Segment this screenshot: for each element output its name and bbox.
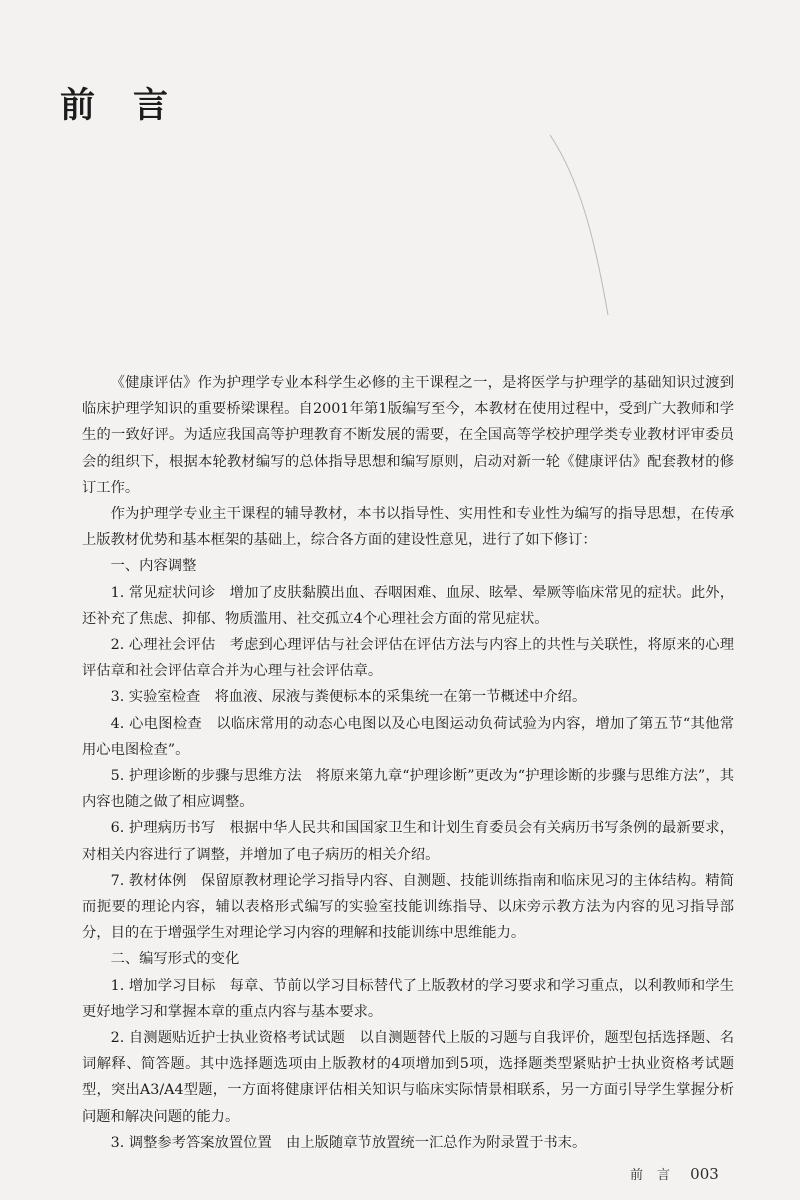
- item-text: 每章、节前以学习目标替代了上版教材的学习要求和学习重点，以利教师和学生更好地学习和掌握本章的重点内容与基本要求。: [82, 977, 734, 1020]
- item-term: 5. 护理诊断的步骤与思维方法: [110, 768, 302, 785]
- item-text: 考虑到心理评估与社会评估在评估方法与内容上的共性与关联性，将原来的心理评估章和社会评估章合并为心理与社会评估章。: [82, 637, 734, 680]
- item-text: 增加了皮肤黏膜出血、吞咽困难、血尿、眩晕、晕厥等临床常见的症状。此外，还补充了焦虑、抑郁、物质滥用、社交孤立4个心理社会方面的常见症状。: [82, 584, 734, 627]
- list-item: [82, 711, 734, 763]
- item-text: 将原来第九章“护理诊断”更改为“护理诊断的步骤与思维方法”，其内容也随之做了相应调整。: [82, 768, 735, 811]
- list-item: [82, 868, 734, 947]
- paragraph-intro: 《健康评估》作为护理学专业本科学生必修的主干课程之一，是将医学与护理学的基础知识过渡到临床护理学知识的重要桥梁课程。自2001年第1版编写至今，本教材在使用过程中，受到广大教师和学生的一致好评。为适应我国高等护理教育不断发展的需要，在全国高等学校护理学类专业教材评审委员会的组织下，根据本轮教材编写的总体指导思想和编写原则，启动对新一轮《健康评估》配套教材的修订工作。: [82, 375, 734, 496]
- paper-curl-mark: [540, 130, 620, 320]
- item-term: 2. 自测题贴近护士执业资格考试试题: [110, 1030, 346, 1047]
- item-text: 根据中华人民共和国国家卫生和计划生育委员会有关病历书写条例的最新要求，对相关内容进行了调整，并增加了电子病历的相关介绍。: [82, 820, 734, 863]
- list-item: [82, 1130, 734, 1156]
- list-item: [82, 1025, 734, 1130]
- page-footer: [630, 1164, 719, 1183]
- item-term: 4. 心电图检查: [110, 715, 202, 732]
- page-title: 前言: [60, 86, 207, 126]
- section-heading-format: 二、编写形式的变化: [110, 951, 240, 968]
- item-term: 3. 实验室检查: [110, 689, 201, 706]
- preface-body: [82, 370, 734, 1156]
- section-heading-content: 一、内容调整: [110, 558, 197, 575]
- list-item: [82, 973, 734, 1025]
- paragraph-revision: 作为护理学专业主干课程的辅导教材，本书以指导性、实用性和专业性为编写的指导思想，在传承上版教材优势和基本框架的基础上，综合各方面的建设性意见，进行了如下修订：: [82, 506, 734, 549]
- footer-title: 前言: [630, 1168, 685, 1183]
- page-number: 003: [690, 1165, 719, 1183]
- item-term: 6. 护理病历书写: [110, 820, 216, 837]
- item-term: 2. 心理社会评估: [110, 637, 216, 654]
- list-item: [82, 763, 734, 815]
- item-text: 以临床常用的动态心电图以及心电图运动负荷试验为内容，增加了第五节“其他常用心电图检查”。: [82, 715, 734, 758]
- item-text: 保留原教材理论学习指导内容、自测题、技能训练指南和临床见习的主体结构。精简而扼要的理论内容，辅以表格形式编写的实验室技能训练指导、以床旁示教方法为内容的见习指导部分，目的在于增强学生对理论学习内容的理解和技能训练中思维能力。: [82, 872, 734, 942]
- item-text: 以自测题替代上版的习题与自我评价，题型包括选择题、名词解释、简答题。其中选择题选项由上版教材的4项增加到5项，选择题类型紧贴护士执业资格考试题型，突出A3/A4型题，一方面将健康评估相关知识与临床实际情景相联系，另一方面引导学生掌握分析问题和解决问题的能力。: [82, 1030, 735, 1125]
- item-text: 由上版随章节放置统一汇总作为附录置于书末。: [286, 1134, 587, 1151]
- item-term: 1. 常见症状问诊: [110, 584, 216, 601]
- list-item: [82, 632, 734, 684]
- item-term: 3. 调整参考答案放置位置: [110, 1134, 272, 1151]
- list-item: [82, 815, 734, 867]
- list-item: [82, 580, 734, 632]
- item-term: 1. 增加学习目标: [110, 977, 216, 994]
- item-term: 7. 教材体例: [110, 872, 187, 889]
- list-item: [82, 684, 734, 710]
- item-text: 将血液、尿液与粪便标本的采集统一在第一节概述中介绍。: [214, 689, 587, 706]
